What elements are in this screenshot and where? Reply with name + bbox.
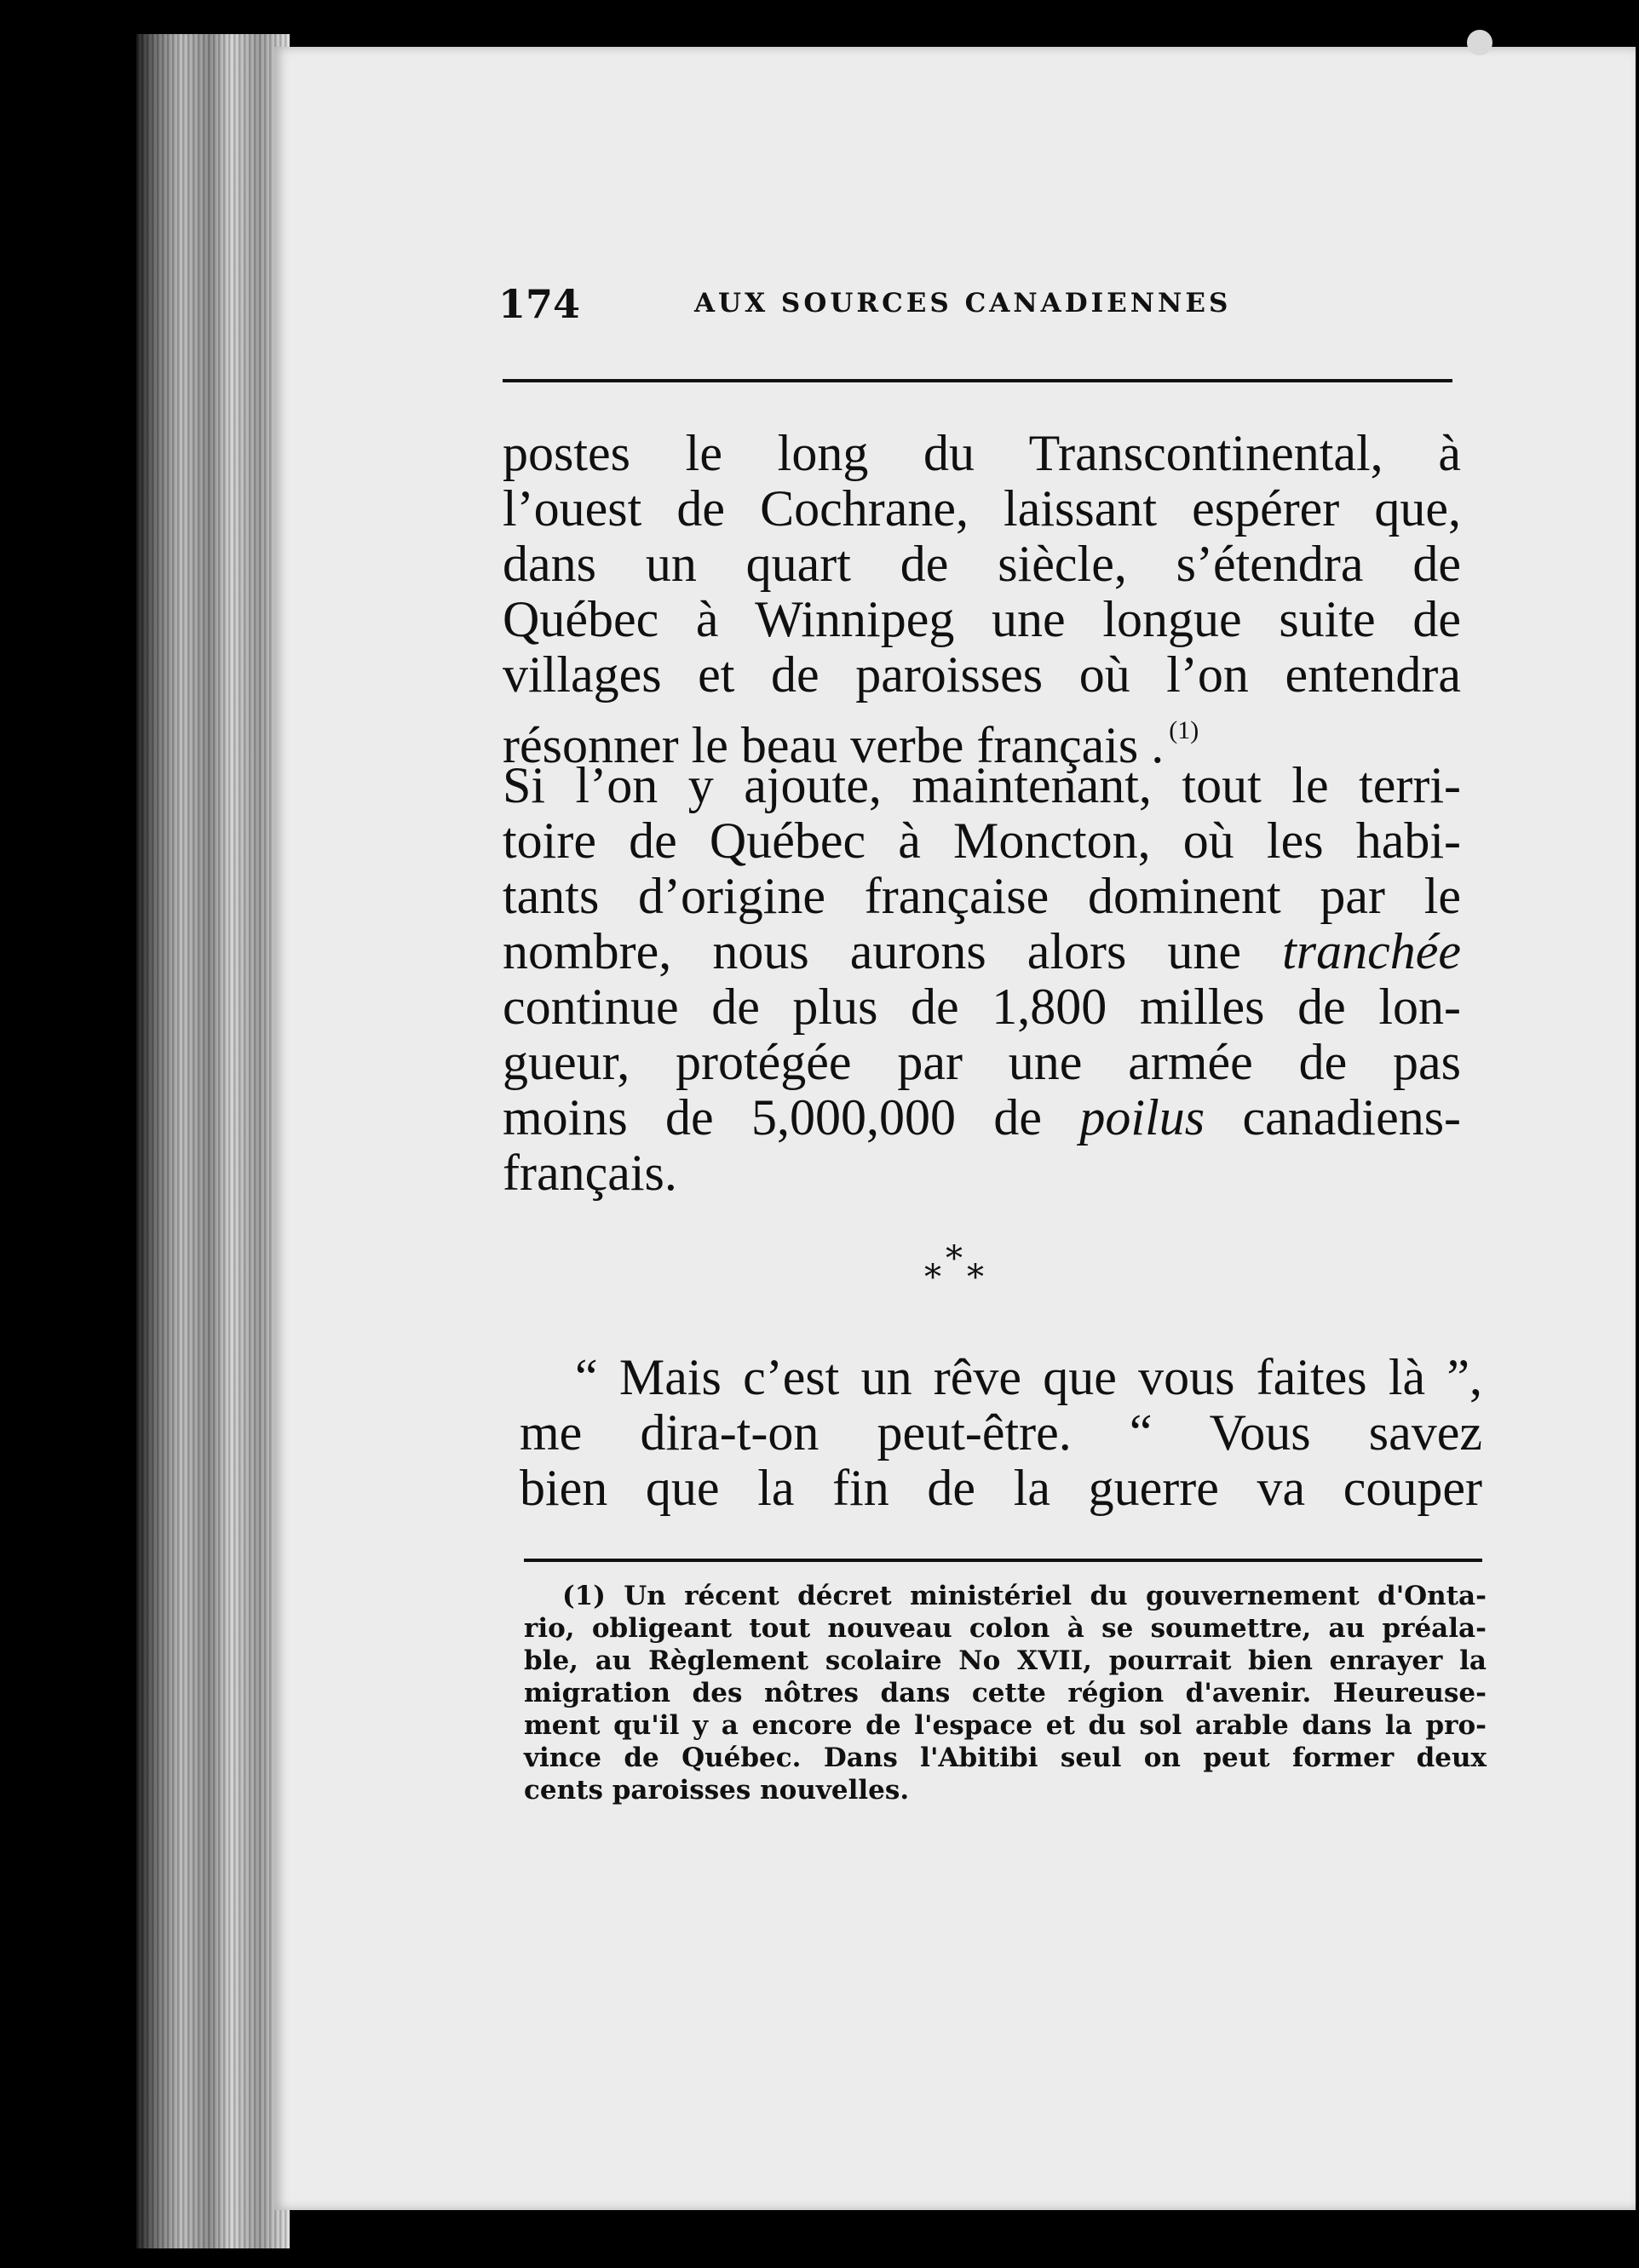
body-line: toire de Québec à Moncton, où les habi- — [503, 812, 1461, 869]
footnote-line: vince de Québec. Dans l'Abitibi seul on peut former deux — [524, 1743, 1487, 1773]
body-line: bien que la fin de la guerre va couper — [520, 1460, 1482, 1516]
book-edge — [136, 34, 290, 2248]
body-line: français. — [503, 1145, 677, 1201]
speck — [1467, 30, 1492, 55]
body-text — [503, 426, 1461, 1201]
body-line: gueur, protégée par une armée de pas — [503, 1034, 1461, 1090]
italic-word: tranchée — [1282, 923, 1461, 979]
footnote-rule — [524, 1559, 1482, 1562]
header-rule — [503, 379, 1452, 382]
body-line-with-italic — [503, 924, 1461, 979]
body-line-text: canadiens- — [1242, 1089, 1462, 1145]
page-number: 174 — [498, 281, 581, 327]
body-line-with-note — [503, 703, 1461, 773]
footnote-line: ble, au Règlement scolaire No XVII, pourrait bien enrayer la — [524, 1645, 1487, 1676]
body-line: continue de plus de 1,800 milles de lon- — [503, 979, 1461, 1035]
body-line-with-italic — [503, 1090, 1461, 1145]
footnote — [524, 1580, 1487, 1806]
body-line-text: résonner le beau verbe français . — [503, 717, 1165, 773]
footnote-line: ment qu'il y a encore de l'espace et du sol arable dans la pro- — [524, 1710, 1487, 1741]
body-line-text: nombre, nous aurons alors une — [503, 923, 1242, 979]
body-line: Québec à Winnipeg une longue suite de — [503, 591, 1461, 647]
asterism-star: * — [924, 1258, 941, 1297]
footnote-line: (1) Un récent décret ministériel du gouvernement d'Onta- — [562, 1581, 1487, 1611]
running-title: AUX SOURCES CANADIENNES — [694, 288, 1232, 319]
body-line-text: moins de 5,000,000 de — [503, 1089, 1043, 1145]
body-line: postes le long du Transcontinental, à — [503, 425, 1461, 481]
footnote-reference: (1) — [1169, 716, 1199, 744]
footnote-line: rio, obligeant tout nouveau colon à se soumettre, au préala- — [524, 1613, 1487, 1644]
body-line: dans un quart de siècle, s’étendra de — [503, 536, 1461, 592]
body-line: me dira-t-on peut-être. “ Vous savez — [520, 1404, 1482, 1461]
asterism — [924, 1239, 1027, 1297]
body-line: l’ouest de Cochrane, laissant espérer que, — [503, 480, 1461, 537]
footnote-line: migration des nôtres dans cette région d'avenir. Heureuse- — [524, 1678, 1487, 1708]
asterism-star: * — [946, 1239, 963, 1278]
asterism-star: * — [967, 1258, 984, 1297]
body-line: Si l’on y ajoute, maintenant, tout le terri- — [503, 757, 1461, 813]
body-line: tants d’origine française dominent par le — [503, 868, 1461, 924]
italic-word: poilus — [1079, 1089, 1205, 1145]
paragraph-two — [520, 1350, 1482, 1516]
body-line: villages et de paroisses où l’on entendra — [503, 646, 1461, 703]
footnote-line: cents paroisses nouvelles. — [524, 1775, 910, 1806]
body-line: “ Mais c’est un rêve que vous faites là ”, — [575, 1349, 1482, 1405]
